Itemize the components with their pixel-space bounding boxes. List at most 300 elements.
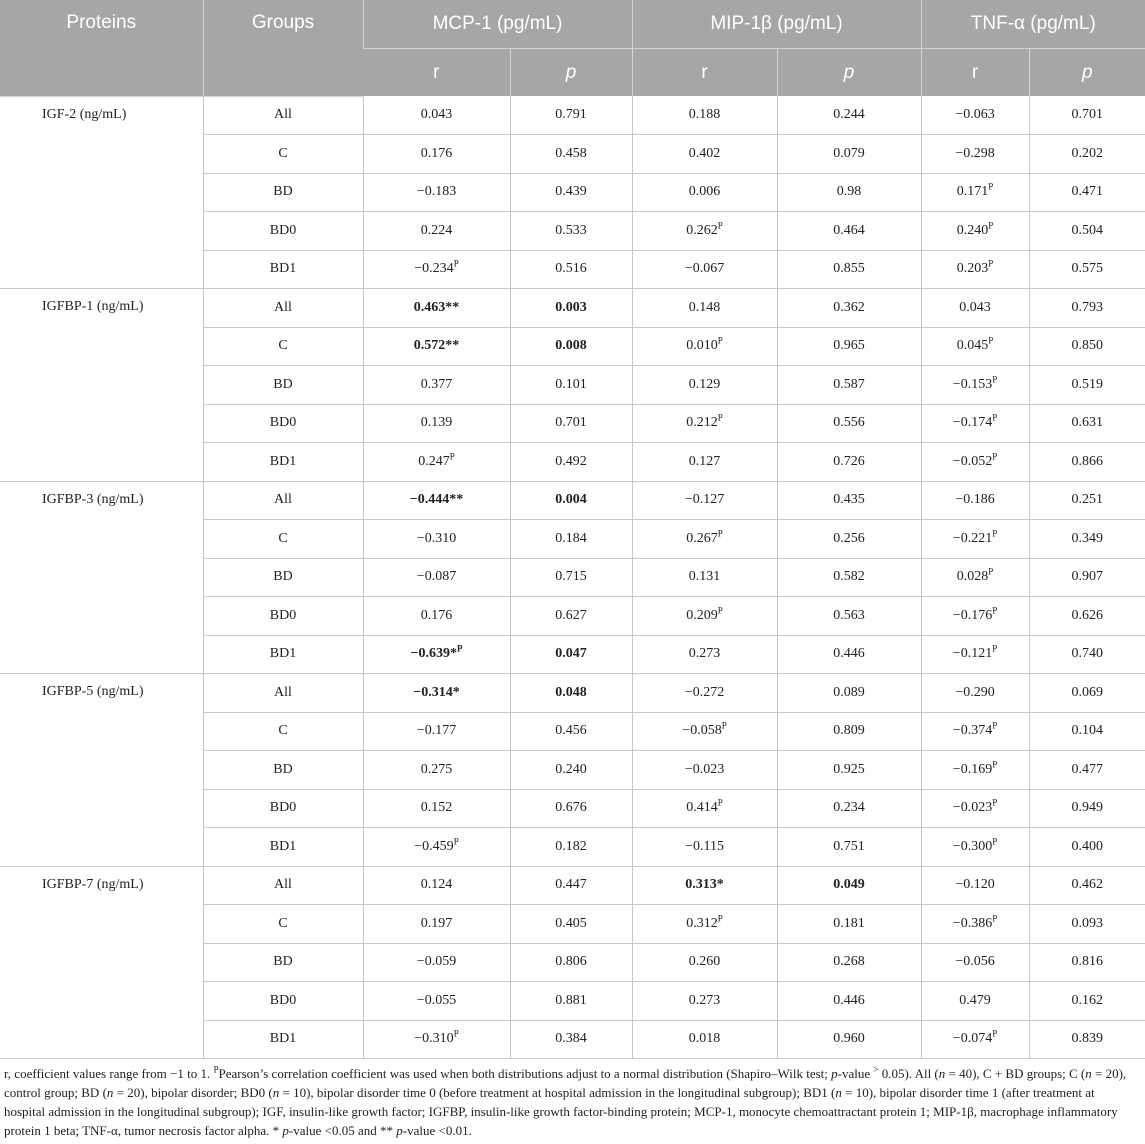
protein-label: IGF-2 (ng/mL)	[0, 96, 203, 289]
cell-value: 0.240	[956, 222, 989, 238]
footnote-p: p	[396, 1123, 403, 1138]
group-label: BD	[203, 751, 363, 790]
pearson-mark: P	[992, 528, 998, 539]
cell-value: 0.881	[555, 992, 587, 1008]
cell-value: −0.177	[416, 723, 457, 739]
cell-tnfa-p	[1029, 327, 1145, 366]
cell-value: 0.139	[420, 415, 453, 431]
cell-mcp1-p	[510, 674, 632, 713]
cell-mcp1-p	[510, 135, 632, 174]
header-tnfa: TNF-α (pg/mL)	[921, 0, 1145, 49]
cell-tnfa-r	[921, 443, 1029, 482]
cell-mcp1-r	[363, 789, 510, 828]
pearson-mark: P	[721, 720, 727, 731]
cell-value: −0.314*	[413, 684, 460, 700]
cell-tnfa-r	[921, 635, 1029, 674]
cell-mcp1-r	[363, 289, 510, 328]
cell-tnfa-p	[1029, 481, 1145, 520]
protein-label: IGFBP-7 (ng/mL)	[0, 866, 203, 1059]
cell-mip1b-r	[632, 943, 777, 982]
cell-value: 0.224	[420, 222, 453, 238]
pearson-mark: P	[453, 258, 459, 269]
header-tnfa-r: r	[921, 49, 1029, 97]
cell-tnfa-r	[921, 135, 1029, 174]
cell-mip1b-p	[777, 289, 921, 328]
cell-value: 0.262	[686, 222, 718, 238]
cell-mcp1-r	[363, 481, 510, 520]
cell-tnfa-p	[1029, 135, 1145, 174]
cell-tnfa-r	[921, 404, 1029, 443]
cell-mcp1-p	[510, 712, 632, 751]
cell-mcp1-r	[363, 674, 510, 713]
cell-mcp1-p	[510, 905, 632, 944]
group-label: BD1	[203, 443, 363, 482]
cell-value: 0.456	[555, 723, 587, 739]
cell-value: 0.010	[686, 338, 718, 354]
cell-tnfa-r	[921, 1020, 1029, 1059]
footnote-n: n	[1085, 1066, 1092, 1081]
cell-value: 0.791	[555, 107, 587, 122]
pearson-mark: P	[992, 913, 998, 924]
cell-mcp1-r	[363, 404, 510, 443]
group-label: BD	[203, 943, 363, 982]
cell-tnfa-p	[1029, 751, 1145, 790]
cell-value: 0.949	[1071, 800, 1104, 816]
pearson-mark: P	[717, 797, 723, 808]
cell-mcp1-p	[510, 635, 632, 674]
cell-value: −0.176	[952, 607, 993, 623]
table-row	[0, 289, 1145, 328]
cell-mcp1-r	[363, 905, 510, 944]
cell-value: 0.631	[1071, 415, 1104, 431]
cell-tnfa-p	[1029, 866, 1145, 905]
table-body	[0, 96, 1145, 1059]
cell-value: 0.533	[555, 222, 587, 238]
cell-mip1b-r	[632, 558, 777, 597]
table-row	[0, 866, 1145, 905]
cell-mip1b-r	[632, 520, 777, 559]
group-label: All	[203, 96, 363, 135]
cell-value: −0.374	[952, 723, 993, 739]
cell-value: −0.639*	[410, 646, 457, 662]
cell-value: −0.272	[684, 684, 725, 700]
cell-tnfa-p	[1029, 828, 1145, 867]
cell-value: −0.067	[684, 261, 725, 277]
cell-value: 0.212	[686, 415, 718, 431]
cell-mcp1-r	[363, 982, 510, 1021]
cell-value: 0.519	[1071, 376, 1104, 392]
cell-mcp1-p	[510, 520, 632, 559]
cell-mcp1-p	[510, 597, 632, 636]
cell-value: 0.751	[833, 838, 865, 854]
cell-mip1b-p	[777, 481, 921, 520]
cell-mcp1-r	[363, 943, 510, 982]
protein-label: IGFBP-5 (ng/mL)	[0, 674, 203, 867]
cell-tnfa-p	[1029, 250, 1145, 289]
footnote-n: n	[106, 1085, 114, 1100]
cell-mip1b-p	[777, 905, 921, 944]
cell-value: 0.197	[420, 915, 453, 931]
cell-tnfa-p	[1029, 943, 1145, 982]
cell-mip1b-p	[777, 789, 921, 828]
cell-tnfa-p	[1029, 1020, 1145, 1059]
cell-mip1b-p	[777, 943, 921, 982]
cell-mip1b-p	[777, 751, 921, 790]
cell-value: 0.181	[833, 915, 865, 931]
group-label: BD	[203, 558, 363, 597]
cell-mcp1-p	[510, 943, 632, 982]
cell-tnfa-r	[921, 327, 1029, 366]
cell-value: 0.471	[1071, 184, 1104, 200]
cell-value: 0.98	[836, 184, 862, 200]
cell-mcp1-r	[363, 866, 510, 905]
cell-tnfa-r	[921, 789, 1029, 828]
cell-mcp1-p	[510, 443, 632, 482]
cell-value: −0.186	[955, 492, 995, 508]
cell-value: 0.715	[555, 569, 587, 585]
cell-value: 0.479	[959, 992, 991, 1008]
group-label: BD0	[203, 404, 363, 443]
cell-value: −0.087	[416, 569, 457, 585]
cell-tnfa-p	[1029, 173, 1145, 212]
cell-mip1b-r	[632, 789, 777, 828]
header-mcp1-r: r	[363, 49, 510, 97]
cell-value: 0.463**	[413, 299, 460, 315]
cell-value: 0.209	[686, 607, 718, 623]
pearson-mark: P	[988, 220, 994, 231]
footnote-text: -value <0.05 and **	[288, 1123, 397, 1138]
pearson-mark: P	[988, 335, 994, 346]
group-label: All	[203, 866, 363, 905]
cell-mip1b-r	[632, 289, 777, 328]
cell-value: 0.793	[1071, 299, 1104, 315]
cell-value: −0.058	[682, 723, 722, 739]
cell-value: 0.247	[418, 453, 450, 469]
footnote-text: = 10), bipolar disorder time 1 (after treatment at hospital admission in the longitudinal subgroup); IGF, insulin-like growth factor; IGFBP, insulin-like growth factor-binding protein; MCP-1, monocyte chemoattractant protein 1; MIP-1β, macrophage inflammatory protein 1 beta; TNF-α, tumor necrosis factor alpha. *	[4, 1085, 1118, 1138]
cell-value: 0.477	[1071, 761, 1104, 777]
cell-mip1b-r	[632, 173, 777, 212]
cell-mip1b-p	[777, 520, 921, 559]
cell-value: 0.362	[833, 299, 865, 315]
cell-tnfa-p	[1029, 404, 1145, 443]
group-label: All	[203, 289, 363, 328]
cell-value: −0.023	[952, 800, 993, 816]
cell-mcp1-p	[510, 327, 632, 366]
footnote-text: = 20), bipolar disorder; BD0 (	[113, 1085, 273, 1100]
group-label: BD1	[203, 635, 363, 674]
cell-tnfa-p	[1029, 982, 1145, 1021]
cell-mcp1-r	[363, 135, 510, 174]
cell-value: 0.069	[1071, 684, 1104, 700]
cell-value: −0.115	[685, 838, 724, 854]
cell-mip1b-p	[777, 212, 921, 251]
cell-tnfa-r	[921, 366, 1029, 405]
cell-value: 0.960	[833, 1031, 865, 1047]
header-groups: Groups	[203, 0, 363, 96]
cell-mip1b-p	[777, 712, 921, 751]
group-label: C	[203, 327, 363, 366]
cell-value: 0.079	[833, 145, 865, 161]
cell-value: −0.444**	[409, 492, 464, 508]
cell-tnfa-r	[921, 212, 1029, 251]
footnote-text: 0.05). All (	[878, 1066, 939, 1081]
cell-mip1b-p	[777, 1020, 921, 1059]
cell-value: 0.131	[688, 569, 721, 585]
cell-value: 0.462	[1071, 877, 1104, 893]
cell-mip1b-p	[777, 173, 921, 212]
cell-value: 0.043	[420, 107, 453, 122]
cell-value: 0.349	[1071, 530, 1104, 546]
cell-value: 0.273	[688, 646, 721, 662]
cell-value: 0.572**	[413, 338, 460, 354]
cell-value: 0.575	[1071, 261, 1104, 277]
cell-value: 0.043	[959, 299, 991, 315]
footnote-n: n	[835, 1085, 842, 1100]
table-header	[0, 0, 1145, 96]
footnote-greater-symbol: ˃	[873, 1064, 879, 1075]
pearson-mark: P	[717, 412, 723, 423]
cell-value: 0.965	[833, 338, 865, 354]
pearson-mark: P	[988, 566, 994, 577]
footnote-pearson-mark: P	[213, 1064, 219, 1075]
pearson-mark: P	[992, 412, 998, 423]
cell-mip1b-p	[777, 327, 921, 366]
group-label: BD	[203, 366, 363, 405]
group-label: BD	[203, 173, 363, 212]
pearson-mark: P	[988, 181, 994, 192]
cell-mip1b-r	[632, 751, 777, 790]
cell-value: 0.676	[555, 800, 587, 816]
cell-mip1b-p	[777, 635, 921, 674]
cell-tnfa-p	[1029, 674, 1145, 713]
cell-value: 0.176	[420, 607, 453, 623]
cell-mip1b-r	[632, 597, 777, 636]
cell-mip1b-r	[632, 250, 777, 289]
cell-value: 0.260	[688, 954, 721, 970]
cell-value: −0.023	[684, 761, 725, 777]
cell-value: −0.290	[955, 684, 995, 700]
group-label: C	[203, 135, 363, 174]
cell-tnfa-r	[921, 96, 1029, 135]
cell-value: 0.008	[555, 338, 587, 354]
cell-mip1b-r	[632, 404, 777, 443]
cell-value: 0.866	[1071, 453, 1104, 469]
cell-mip1b-p	[777, 366, 921, 405]
cell-mip1b-r	[632, 1020, 777, 1059]
cell-value: 0.148	[688, 299, 721, 315]
cell-value: 0.626	[1071, 607, 1104, 623]
cell-value: 0.740	[1071, 646, 1104, 662]
cell-tnfa-p	[1029, 212, 1145, 251]
cell-value: 0.045	[956, 338, 989, 354]
cell-mcp1-p	[510, 212, 632, 251]
pearson-mark: P	[717, 528, 723, 539]
cell-mcp1-p	[510, 1020, 632, 1059]
cell-mip1b-r	[632, 96, 777, 135]
cell-value: 0.129	[688, 376, 721, 392]
cell-value: 0.402	[688, 145, 721, 161]
cell-value: 0.516	[555, 261, 587, 277]
cell-value: 0.809	[833, 723, 865, 739]
cell-mcp1-p	[510, 404, 632, 443]
pearson-mark: P	[717, 220, 723, 231]
footnote-n: n	[272, 1085, 280, 1100]
cell-value: −0.063	[955, 107, 995, 122]
cell-value: 0.203	[956, 261, 989, 277]
cell-value: 0.244	[833, 107, 865, 122]
pearson-mark: P	[992, 759, 998, 770]
cell-tnfa-p	[1029, 520, 1145, 559]
cell-value: 0.563	[833, 607, 865, 623]
cell-value: 0.162	[1071, 992, 1104, 1008]
cell-value: 0.006	[688, 184, 721, 200]
cell-mcp1-r	[363, 597, 510, 636]
cell-value: −0.298	[955, 145, 995, 161]
cell-tnfa-p	[1029, 789, 1145, 828]
cell-value: 0.273	[688, 992, 721, 1008]
footnote-text: r, coefficient values range from −1 to 1.	[4, 1066, 214, 1081]
cell-value: 0.124	[420, 877, 453, 893]
cell-tnfa-r	[921, 982, 1029, 1021]
cell-tnfa-r	[921, 674, 1029, 713]
cell-mip1b-r	[632, 982, 777, 1021]
cell-mcp1-p	[510, 982, 632, 1021]
cell-value: 0.028	[956, 569, 989, 585]
cell-tnfa-r	[921, 866, 1029, 905]
cell-mcp1-r	[363, 443, 510, 482]
header-tnfa-p: p	[1029, 49, 1145, 97]
cell-mip1b-p	[777, 982, 921, 1021]
cell-value: 0.839	[1071, 1031, 1104, 1047]
footnote-p: p	[831, 1066, 838, 1081]
cell-value: 0.003	[555, 299, 587, 315]
cell-value: −0.234	[414, 261, 454, 277]
cell-tnfa-r	[921, 597, 1029, 636]
cell-tnfa-r	[921, 751, 1029, 790]
cell-value: 0.582	[833, 569, 865, 585]
cell-mip1b-r	[632, 327, 777, 366]
cell-mip1b-r	[632, 135, 777, 174]
cell-mcp1-r	[363, 327, 510, 366]
cell-mip1b-r	[632, 674, 777, 713]
cell-value: 0.313*	[685, 877, 724, 893]
cell-value: 0.267	[686, 530, 718, 546]
cell-value: 0.435	[833, 492, 865, 508]
cell-value: 0.405	[555, 915, 587, 931]
pearson-mark: P	[717, 335, 723, 346]
cell-value: 0.447	[555, 877, 587, 893]
footnote-text: -value <0.01.	[402, 1123, 472, 1138]
pearson-mark: P	[717, 605, 723, 616]
cell-mcp1-r	[363, 520, 510, 559]
cell-value: 0.850	[1071, 338, 1104, 354]
pearson-mark: P	[449, 451, 455, 462]
cell-value: 0.806	[555, 954, 587, 970]
cell-mcp1-r	[363, 828, 510, 867]
cell-value: 0.018	[688, 1031, 721, 1047]
cell-value: 0.587	[833, 376, 865, 392]
cell-value: −0.169	[952, 761, 993, 777]
cell-mcp1-p	[510, 366, 632, 405]
pearson-mark: P	[453, 1028, 459, 1039]
cell-mcp1-r	[363, 712, 510, 751]
cell-value: 0.414	[686, 800, 718, 816]
cell-value: 0.256	[833, 530, 865, 546]
cell-value: 0.377	[420, 376, 453, 392]
cell-mip1b-p	[777, 250, 921, 289]
pearson-mark: P	[992, 643, 998, 654]
table-row	[0, 481, 1145, 520]
cell-value: −0.459	[414, 838, 454, 854]
cell-value: −0.052	[952, 453, 993, 469]
cell-mip1b-p	[777, 828, 921, 867]
cell-value: −0.300	[952, 838, 993, 854]
cell-mip1b-r	[632, 481, 777, 520]
cell-tnfa-r	[921, 173, 1029, 212]
cell-value: 0.275	[420, 761, 453, 777]
protein-label: IGFBP-3 (ng/mL)	[0, 481, 203, 674]
cell-tnfa-p	[1029, 366, 1145, 405]
group-label: C	[203, 520, 363, 559]
cell-value: 0.240	[555, 761, 587, 777]
cell-value: 0.312	[686, 915, 718, 931]
cell-value: −0.386	[952, 915, 993, 931]
pearson-mark: P	[992, 605, 998, 616]
cell-mip1b-p	[777, 404, 921, 443]
cell-tnfa-r	[921, 250, 1029, 289]
cell-mcp1-r	[363, 1020, 510, 1059]
cell-value: −0.221	[952, 530, 993, 546]
pearson-mark: P	[992, 720, 998, 731]
cell-value: −0.074	[952, 1031, 993, 1047]
cell-value: −0.310	[414, 1031, 454, 1047]
cell-tnfa-p	[1029, 443, 1145, 482]
cell-value: 0.627	[555, 607, 587, 623]
cell-mip1b-r	[632, 443, 777, 482]
footnote-text: = 10), bipolar disorder time 0 (before treatment at hospital admission in the longitudinal subgroup); BD1 (	[279, 1085, 836, 1100]
cell-value: 0.384	[555, 1031, 587, 1047]
cell-mcp1-p	[510, 866, 632, 905]
cell-mip1b-r	[632, 712, 777, 751]
header-proteins: Proteins	[0, 0, 203, 96]
group-label: BD1	[203, 1020, 363, 1059]
header-mcp1-p: p	[510, 49, 632, 97]
cell-mcp1-r	[363, 212, 510, 251]
cell-mcp1-p	[510, 173, 632, 212]
cell-mcp1-p	[510, 250, 632, 289]
footnote-text: -value	[837, 1066, 874, 1081]
cell-value: −0.056	[955, 954, 995, 970]
cell-value: 0.446	[833, 646, 865, 662]
cell-value: 0.268	[833, 954, 865, 970]
group-label: BD0	[203, 982, 363, 1021]
cell-value: 0.504	[1071, 222, 1104, 238]
cell-tnfa-r	[921, 943, 1029, 982]
pearson-mark: P	[717, 913, 723, 924]
cell-tnfa-r	[921, 828, 1029, 867]
cell-value: −0.055	[416, 992, 457, 1008]
pearson-mark: P	[992, 1028, 998, 1039]
header-mcp1: MCP-1 (pg/mL)	[363, 0, 632, 49]
group-label: BD1	[203, 828, 363, 867]
cell-value: 0.184	[555, 530, 587, 546]
cell-value: 0.188	[688, 107, 721, 122]
cell-mip1b-p	[777, 866, 921, 905]
cell-value: 0.049	[833, 877, 865, 893]
cell-value: 0.048	[555, 684, 587, 700]
cell-value: −0.059	[416, 954, 457, 970]
pearson-mark: P	[992, 797, 998, 808]
